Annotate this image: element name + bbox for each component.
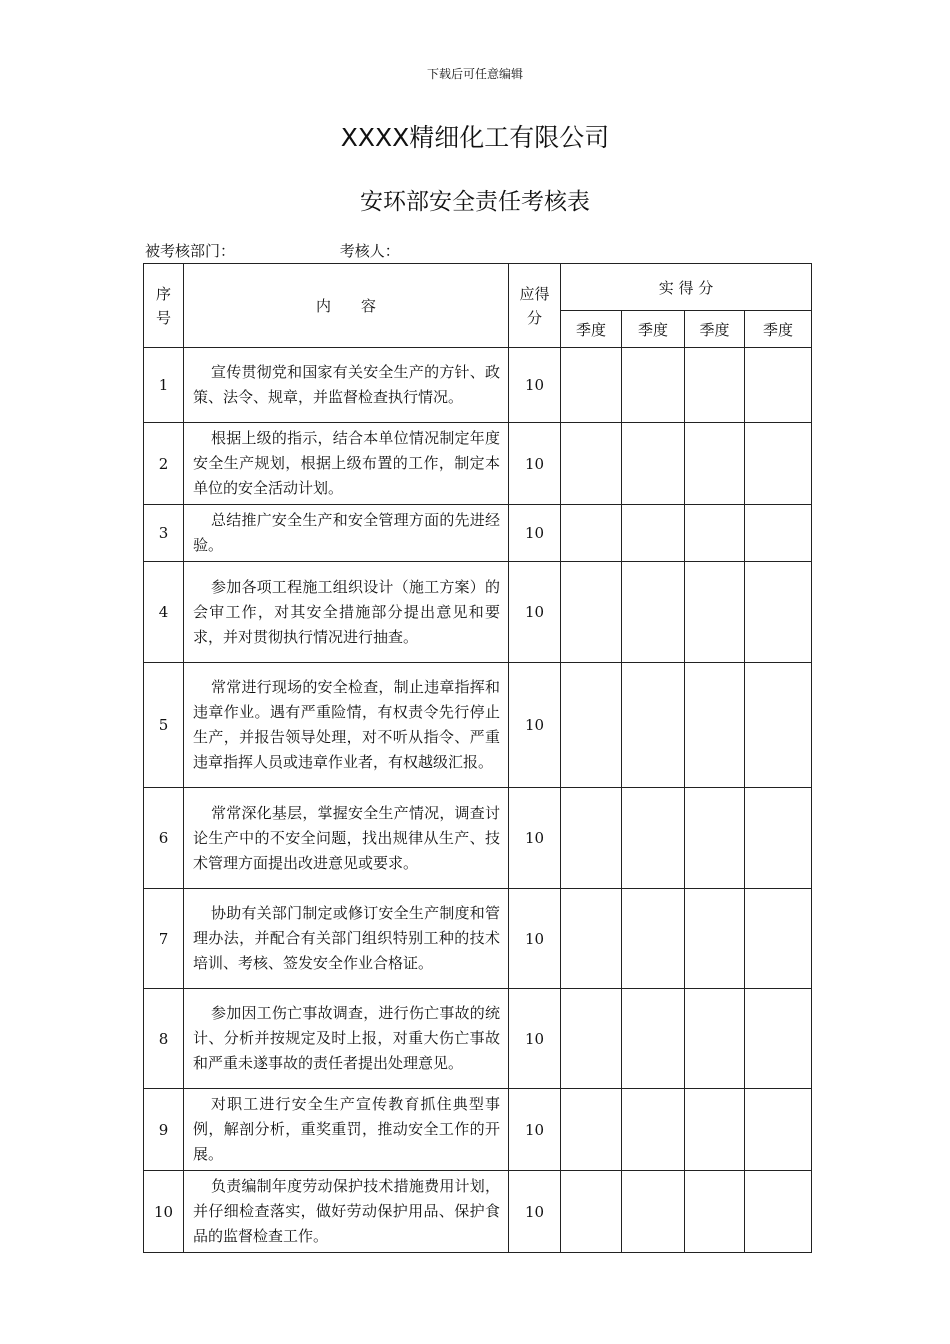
table-row — [144, 788, 812, 889]
row-number: 4 — [144, 562, 184, 663]
table-row — [144, 1089, 812, 1171]
row-number: 2 — [144, 423, 184, 505]
table-row — [144, 348, 812, 423]
quarter-score-cell[interactable] — [745, 1089, 812, 1171]
row-content: 协助有关部门制定或修订安全生产制度和管理办法，并配合有关部门组织特别工种的技术培训、考核、签发安全作业合格证。 — [184, 889, 509, 989]
row-due-score: 10 — [509, 423, 561, 505]
row-number: 7 — [144, 889, 184, 989]
row-number: 6 — [144, 788, 184, 889]
quarter-score-cell[interactable] — [685, 989, 745, 1089]
quarter-score-cell[interactable] — [622, 562, 685, 663]
quarter-score-cell[interactable] — [561, 348, 622, 423]
quarter-score-cell[interactable] — [685, 423, 745, 505]
row-due-score: 10 — [509, 1089, 561, 1171]
seq-header: 序 号 — [144, 264, 184, 348]
quarter-score-cell[interactable] — [561, 423, 622, 505]
table-row — [144, 505, 812, 562]
row-due-score: 10 — [509, 989, 561, 1089]
row-number: 8 — [144, 989, 184, 1089]
quarter-score-cell[interactable] — [745, 663, 812, 788]
quarter-score-cell[interactable] — [745, 348, 812, 423]
row-due-score: 10 — [509, 505, 561, 562]
quarter-score-cell[interactable] — [622, 505, 685, 562]
quarter-score-cell[interactable] — [685, 889, 745, 989]
form-title: 安环部安全责任考核表 — [360, 189, 590, 215]
table-row — [144, 1171, 812, 1253]
table-row — [144, 663, 812, 788]
row-due-score: 10 — [509, 663, 561, 788]
quarter-score-cell[interactable] — [685, 1089, 745, 1171]
quarter-score-cell[interactable] — [745, 788, 812, 889]
content-header: 内 容 — [184, 264, 509, 348]
quarter-score-cell[interactable] — [622, 889, 685, 989]
quarter-score-cell[interactable] — [622, 1171, 685, 1253]
table-row — [144, 889, 812, 989]
form-meta — [145, 240, 400, 261]
row-due-score: 10 — [509, 348, 561, 423]
quarter-score-cell[interactable] — [745, 505, 812, 562]
due-score-header: 应得 分 — [509, 264, 561, 348]
quarter-score-cell[interactable] — [685, 663, 745, 788]
quarter-score-cell[interactable] — [745, 1171, 812, 1253]
quarter-header-2: 季度 — [622, 311, 685, 348]
quarter-score-cell[interactable] — [561, 788, 622, 889]
quarter-score-cell[interactable] — [745, 889, 812, 989]
quarter-score-cell[interactable] — [561, 505, 622, 562]
row-number: 9 — [144, 1089, 184, 1171]
row-number: 3 — [144, 505, 184, 562]
quarter-score-cell[interactable] — [561, 562, 622, 663]
row-content: 参加因工伤亡事故调查，进行伤亡事故的统计、分析并按规定及时上报，对重大伤亡事故和严重未遂事故的责任者提出处理意见。 — [184, 989, 509, 1089]
quarter-header-1: 季度 — [561, 311, 622, 348]
quarter-score-cell[interactable] — [745, 423, 812, 505]
quarter-score-cell[interactable] — [685, 788, 745, 889]
quarter-score-cell[interactable] — [745, 989, 812, 1089]
row-due-score: 10 — [509, 889, 561, 989]
quarter-score-cell[interactable] — [622, 989, 685, 1089]
row-content: 宣传贯彻党和国家有关安全生产的方针、政策、法令、规章，并监督检查执行情况。 — [184, 348, 509, 423]
header-note: 下载后可任意编辑 — [426, 67, 523, 81]
row-content: 参加各项工程施工组织设计（施工方案）的会审工作，对其安全措施部分提出意见和要求，并对贯彻执行情况进行抽查。 — [184, 562, 509, 663]
row-content: 根据上级的指示，结合本单位情况制定年度安全生产规划，根据上级布置的工作，制定本单位的安全活动计划。 — [184, 423, 509, 505]
table-row — [144, 423, 812, 505]
quarter-header-4: 季度 — [745, 311, 812, 348]
row-number: 1 — [144, 348, 184, 423]
quarter-score-cell[interactable] — [561, 1171, 622, 1253]
assessment-table — [143, 263, 812, 1253]
quarter-score-cell[interactable] — [561, 663, 622, 788]
company-name: XXXX精细化工有限公司 — [340, 123, 610, 152]
actual-score-header: 实 得 分 — [561, 264, 812, 311]
row-due-score: 10 — [509, 788, 561, 889]
row-content: 总结推广安全生产和安全管理方面的先进经验。 — [184, 505, 509, 562]
row-content: 常常深化基层，掌握安全生产情况，调查讨论生产中的不安全问题，找出规律从生产、技术管理方面提出改进意见或要求。 — [184, 788, 509, 889]
table-row — [144, 562, 812, 663]
quarter-score-cell[interactable] — [622, 1089, 685, 1171]
quarter-score-cell[interactable] — [685, 1171, 745, 1253]
quarter-score-cell[interactable] — [622, 663, 685, 788]
quarter-score-cell[interactable] — [685, 348, 745, 423]
row-due-score: 10 — [509, 562, 561, 663]
quarter-score-cell[interactable] — [561, 989, 622, 1089]
row-number: 5 — [144, 663, 184, 788]
quarter-score-cell[interactable] — [745, 562, 812, 663]
assessor-label: 考核人： — [339, 242, 400, 260]
quarter-score-cell[interactable] — [622, 788, 685, 889]
row-due-score: 10 — [509, 1171, 561, 1253]
quarter-score-cell[interactable] — [561, 889, 622, 989]
row-number: 10 — [144, 1171, 184, 1253]
quarter-score-cell[interactable] — [622, 423, 685, 505]
quarter-score-cell[interactable] — [622, 348, 685, 423]
row-content: 对职工进行安全生产宣传教育抓住典型事例，解剖分析，重奖重罚，推动安全工作的开展。 — [184, 1089, 509, 1171]
quarter-score-cell[interactable] — [685, 505, 745, 562]
row-content: 常常进行现场的安全检查，制止违章指挥和违章作业。遇有严重险情，有权责令先行停止生产，并报告领导处理，对不听从指令、严重违章指挥人员或违章作业者，有权越级汇报。 — [184, 663, 509, 788]
department-label: 被考核部门： — [145, 242, 236, 260]
quarter-header-3: 季度 — [685, 311, 745, 348]
table-row — [144, 989, 812, 1089]
quarter-score-cell[interactable] — [685, 562, 745, 663]
row-content: 负责编制年度劳动保护技术措施费用计划，并仔细检查落实，做好劳动保护用品、保护食品的监督检查工作。 — [184, 1171, 509, 1253]
quarter-score-cell[interactable] — [561, 1089, 622, 1171]
